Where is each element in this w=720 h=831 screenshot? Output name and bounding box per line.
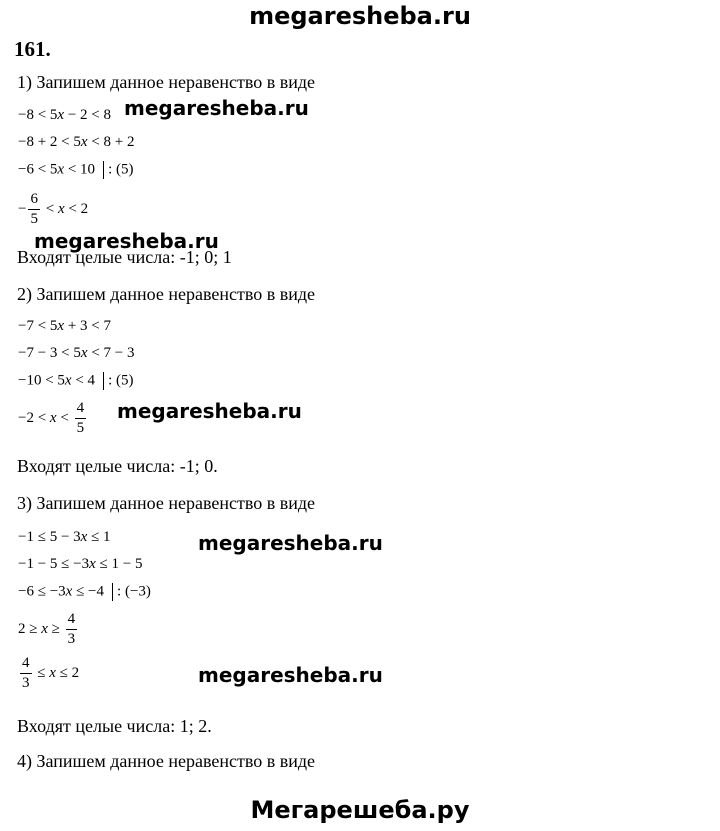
watermark-top: megaresheba.ru bbox=[249, 2, 471, 30]
section-2-answer: Входят целые числа: -1; 0. bbox=[17, 456, 218, 476]
fraction-4-3-b: $\frac{4}{3}$ bbox=[22, 655, 30, 691]
section-3-step-5: $\frac{4}{3}$ ≤ x ≤ 2 bbox=[22, 655, 80, 691]
fraction-4-3: $\frac{4}{3}$ bbox=[67, 611, 76, 647]
watermark-body-2: megaresheba.ru bbox=[34, 229, 219, 253]
section-1-step-3: −6 < 5x < 10 : (5) bbox=[18, 161, 134, 178]
section-1-heading: 1) Запишем данное неравенство в виде bbox=[17, 72, 316, 92]
fraction-6-5: $\frac{6}{5}$ bbox=[30, 191, 38, 227]
section-2-step-1: −7 < 5x + 3 < 7 bbox=[18, 318, 112, 334]
section-1-step-1: −8 < 5x − 2 < 8 bbox=[18, 107, 112, 123]
section-1-step-4: − $\frac{6}{5}$ < x < 2 bbox=[18, 191, 89, 227]
section-3-answer: Входят целые числа: 1; 2. bbox=[17, 716, 212, 736]
section-3-heading: 3) Запишем данное неравенство в виде bbox=[17, 493, 316, 513]
section-2-heading: 2) Запишем данное неравенство в виде bbox=[17, 284, 316, 304]
watermark-body-5: megaresheba.ru bbox=[198, 663, 383, 687]
section-3-step-2: −1 − 5 ≤ −3x ≤ 1 − 5 bbox=[18, 556, 143, 572]
section-3-step-1: −1 ≤ 5 − 3x ≤ 1 bbox=[18, 529, 111, 545]
watermark-body-4: megaresheba.ru bbox=[198, 531, 383, 555]
section-2-step-4: −2 < x < $\frac{4}{5}$ bbox=[18, 400, 85, 436]
problem-number: 161. bbox=[14, 37, 51, 61]
section-2-step-3: −10 < 5x < 4 : (5) bbox=[18, 372, 134, 389]
section-2-step-2: −7 − 3 < 5x < 7 − 3 bbox=[18, 345, 135, 361]
section-3-step-3: −6 ≤ −3x ≤ −4 : (−3) bbox=[18, 583, 151, 600]
watermark-bottom: Мегарешеба.ру bbox=[250, 796, 470, 824]
section-3-step-4: 2 ≥ x ≥ $\frac{4}{3}$ bbox=[18, 611, 76, 647]
watermark-body-1: megaresheba.ru bbox=[124, 96, 309, 120]
fraction-4-5: $\frac{4}{5}$ bbox=[76, 400, 85, 436]
section-1-answer: Входят целые числа: -1; 0; 1 bbox=[17, 247, 232, 267]
watermark-body-3: megaresheba.ru bbox=[117, 399, 302, 423]
section-1-step-2: −8 + 2 < 5x < 8 + 2 bbox=[18, 134, 135, 150]
section-4-heading: 4) Запишем данное неравенство в виде bbox=[17, 751, 316, 771]
